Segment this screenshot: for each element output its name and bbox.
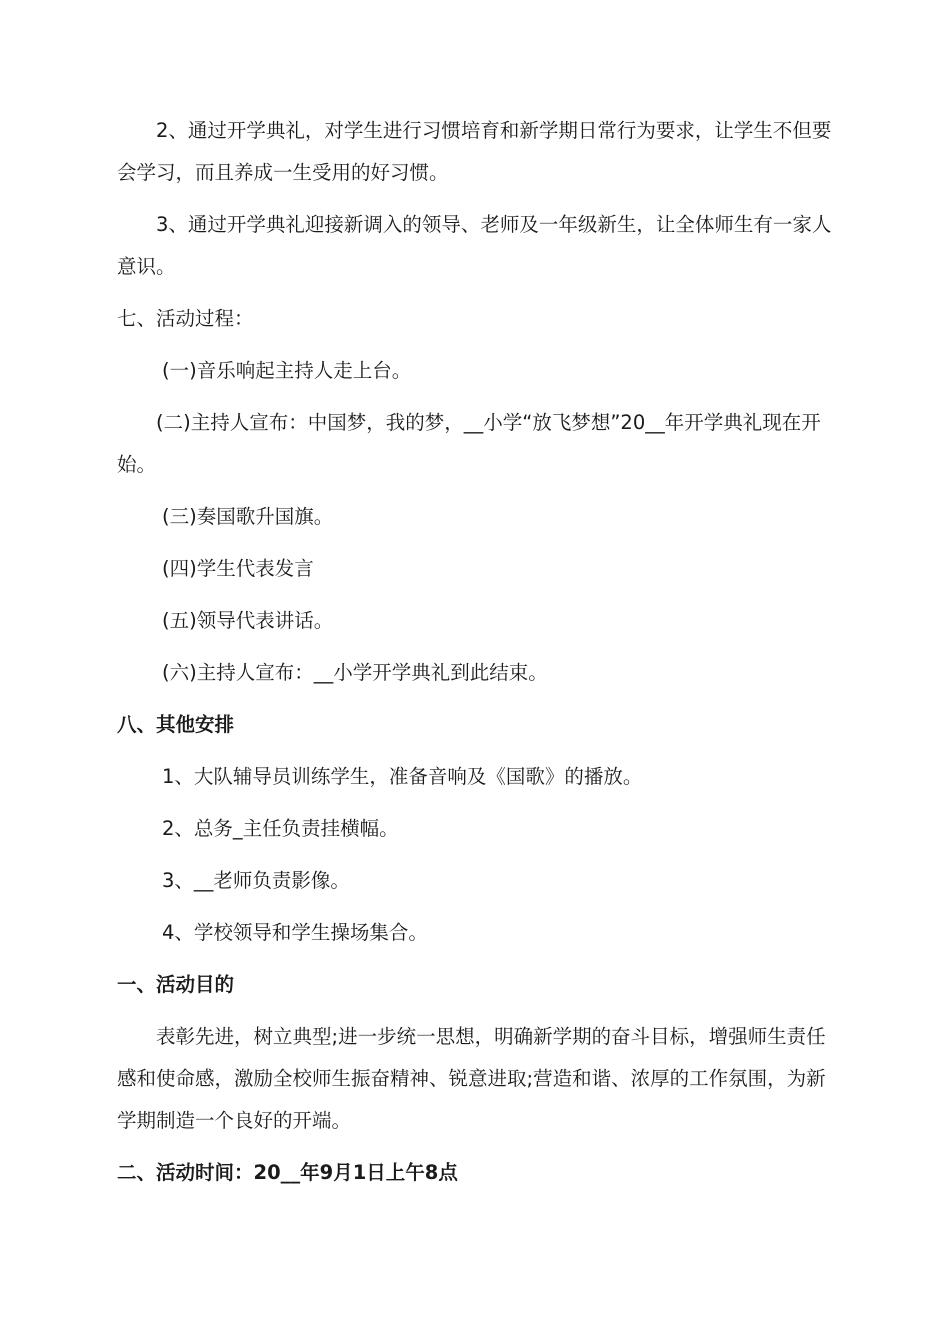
process-step-2: (二)主持人宣布：中国梦，我的梦，__小学“放飞梦想”20__年开学典礼现在开始。 bbox=[117, 411, 821, 476]
other-item-4: 4、学校领导和学生操场集合。 bbox=[162, 921, 428, 944]
other-item-3: 3、__老师负责影像。 bbox=[162, 869, 350, 892]
paragraph-goal-3: 3、通过开学典礼迎接新调入的领导、老师及一年级新生，让全体师生有一家人意识。 bbox=[117, 213, 832, 278]
process-step-5: (五)领导代表讲话。 bbox=[162, 609, 334, 632]
process-step-4: (四)学生代表发言 bbox=[162, 557, 314, 580]
other-item-1: 1、大队辅导员训练学生，准备音响及《国歌》的播放。 bbox=[162, 765, 643, 788]
section-heading-purpose: 一、活动目的 bbox=[117, 973, 235, 996]
section-heading-process: 七、活动过程： bbox=[117, 307, 254, 330]
process-step-1: (一)音乐响起主持人走上台。 bbox=[162, 359, 412, 382]
document-body bbox=[117, 110, 837, 1204]
section-heading-time: 二、活动时间：20__年9月1日上午8点 bbox=[117, 1161, 458, 1184]
paragraph-purpose: 表彰先进，树立典型;进一步统一思想，明确新学期的奋斗目标，增强师生责任感和使命感，激励全校师生振奋精神、锐意进取;营造和谐、浓厚的工作氛围，为新学期制造一个良好的开端。 bbox=[117, 1025, 826, 1132]
process-step-6: (六)主持人宣布：__小学开学典礼到此结束。 bbox=[162, 661, 548, 684]
paragraph-goal-2: 2、通过开学典礼，对学生进行习惯培育和新学期日常行为要求，让学生不但要会学习，而且养成一生受用的好习惯。 bbox=[117, 119, 832, 184]
other-item-2: 2、总务_主任负责挂横幅。 bbox=[162, 817, 399, 840]
process-step-3: (三)奏国歌升国旗。 bbox=[162, 505, 334, 528]
section-heading-other: 八、其他安排 bbox=[117, 713, 235, 736]
